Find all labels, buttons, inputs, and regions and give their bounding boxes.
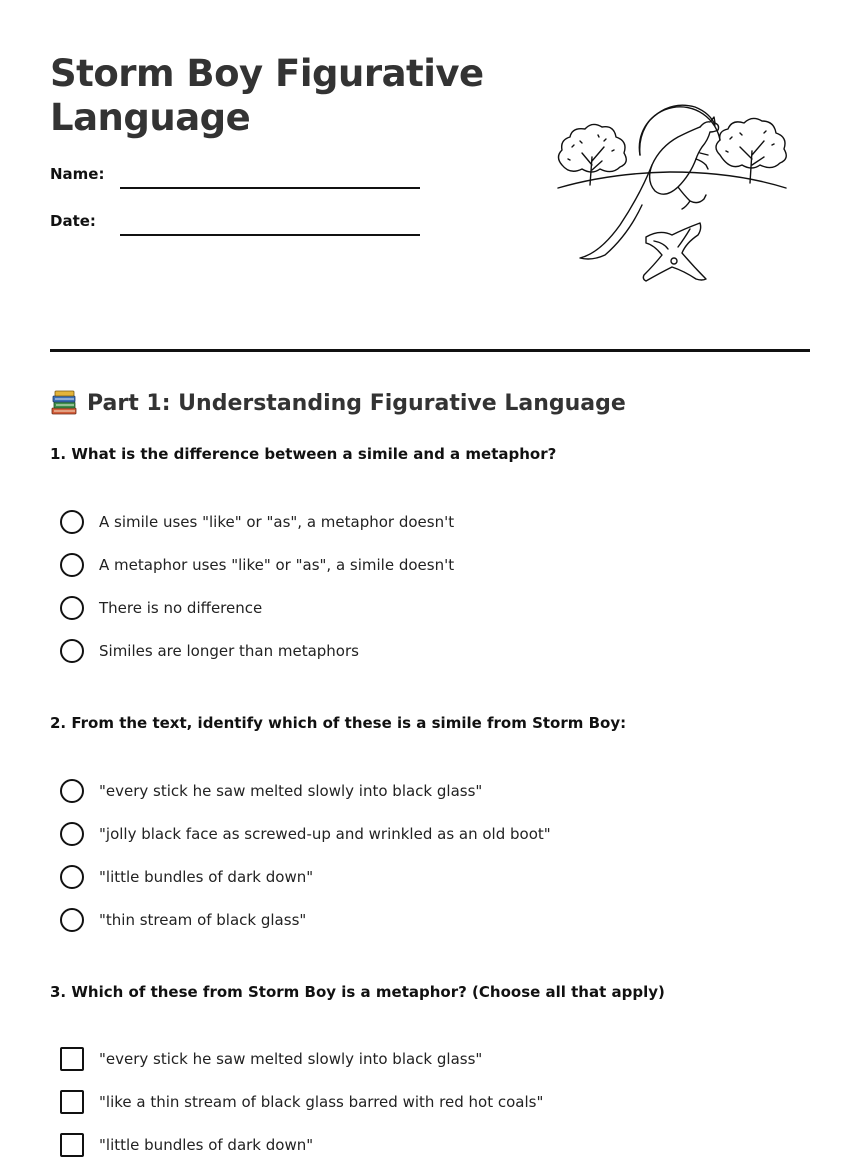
question-1-option-1[interactable] [60, 509, 454, 535]
checkbox[interactable] [60, 1133, 84, 1157]
option-label: A simile uses "like" or "as", a metaphor doesn't [99, 513, 455, 531]
radio-button[interactable] [60, 510, 84, 534]
option-label: Similes are longer than metaphors [99, 642, 359, 660]
radio-button[interactable] [60, 822, 84, 846]
section-divider [50, 349, 810, 352]
question-1-option-4[interactable] [60, 638, 359, 664]
question-2-text: 2. From the text, identify which of these is a simile from Storm Boy: [50, 714, 627, 732]
question-3-text: 3. Which of these from Storm Boy is a metaphor? (Choose all that apply) [50, 983, 665, 1001]
question-1-option-2[interactable] [60, 552, 454, 578]
question-2-option-3[interactable] [60, 864, 313, 890]
part1-heading-text: Part 1: Understanding Figurative Language [87, 390, 626, 416]
part1-heading [50, 389, 626, 417]
radio-button[interactable] [60, 553, 84, 577]
option-label: "jolly black face as screwed-up and wrinkled as an old boot" [99, 825, 551, 843]
option-label: "every stick he saw melted slowly into black glass" [99, 782, 483, 800]
radio-button[interactable] [60, 639, 84, 663]
radio-button[interactable] [60, 908, 84, 932]
option-label: A metaphor uses "like" or "as", a simile doesn't [99, 556, 455, 574]
question-2-option-4[interactable] [60, 907, 306, 933]
option-label: "every stick he saw melted slowly into black glass" [99, 1050, 483, 1068]
radio-button[interactable] [60, 779, 84, 803]
title-line-1: Storm Boy Figurative [50, 52, 484, 95]
name-line[interactable] [120, 187, 420, 189]
kangaroo-boomerang-illustration [550, 95, 795, 290]
question-1-text: 1. What is the difference between a simile and a metaphor? [50, 445, 557, 463]
option-label: "like a thin stream of black glass barred with red hot coals" [99, 1093, 544, 1111]
option-label: "thin stream of black glass" [99, 911, 307, 929]
books-icon [50, 389, 78, 417]
checkbox[interactable] [60, 1047, 84, 1071]
question-2-option-1[interactable] [60, 778, 482, 804]
title-line-2: Language [50, 96, 251, 139]
question-3-option-2[interactable] [60, 1089, 543, 1115]
worksheet-title [50, 52, 520, 140]
name-label: Name: [50, 165, 105, 183]
radio-button[interactable] [60, 865, 84, 889]
option-label: There is no difference [99, 599, 263, 617]
question-3-option-1[interactable] [60, 1046, 482, 1072]
question-3-option-3[interactable] [60, 1132, 313, 1158]
option-label: "little bundles of dark down" [99, 868, 314, 886]
date-line[interactable] [120, 234, 420, 236]
option-label: "little bundles of dark down" [99, 1136, 314, 1154]
question-2-option-2[interactable] [60, 821, 551, 847]
date-label: Date: [50, 212, 96, 230]
radio-button[interactable] [60, 596, 84, 620]
checkbox[interactable] [60, 1090, 84, 1114]
question-1-option-3[interactable] [60, 595, 262, 621]
